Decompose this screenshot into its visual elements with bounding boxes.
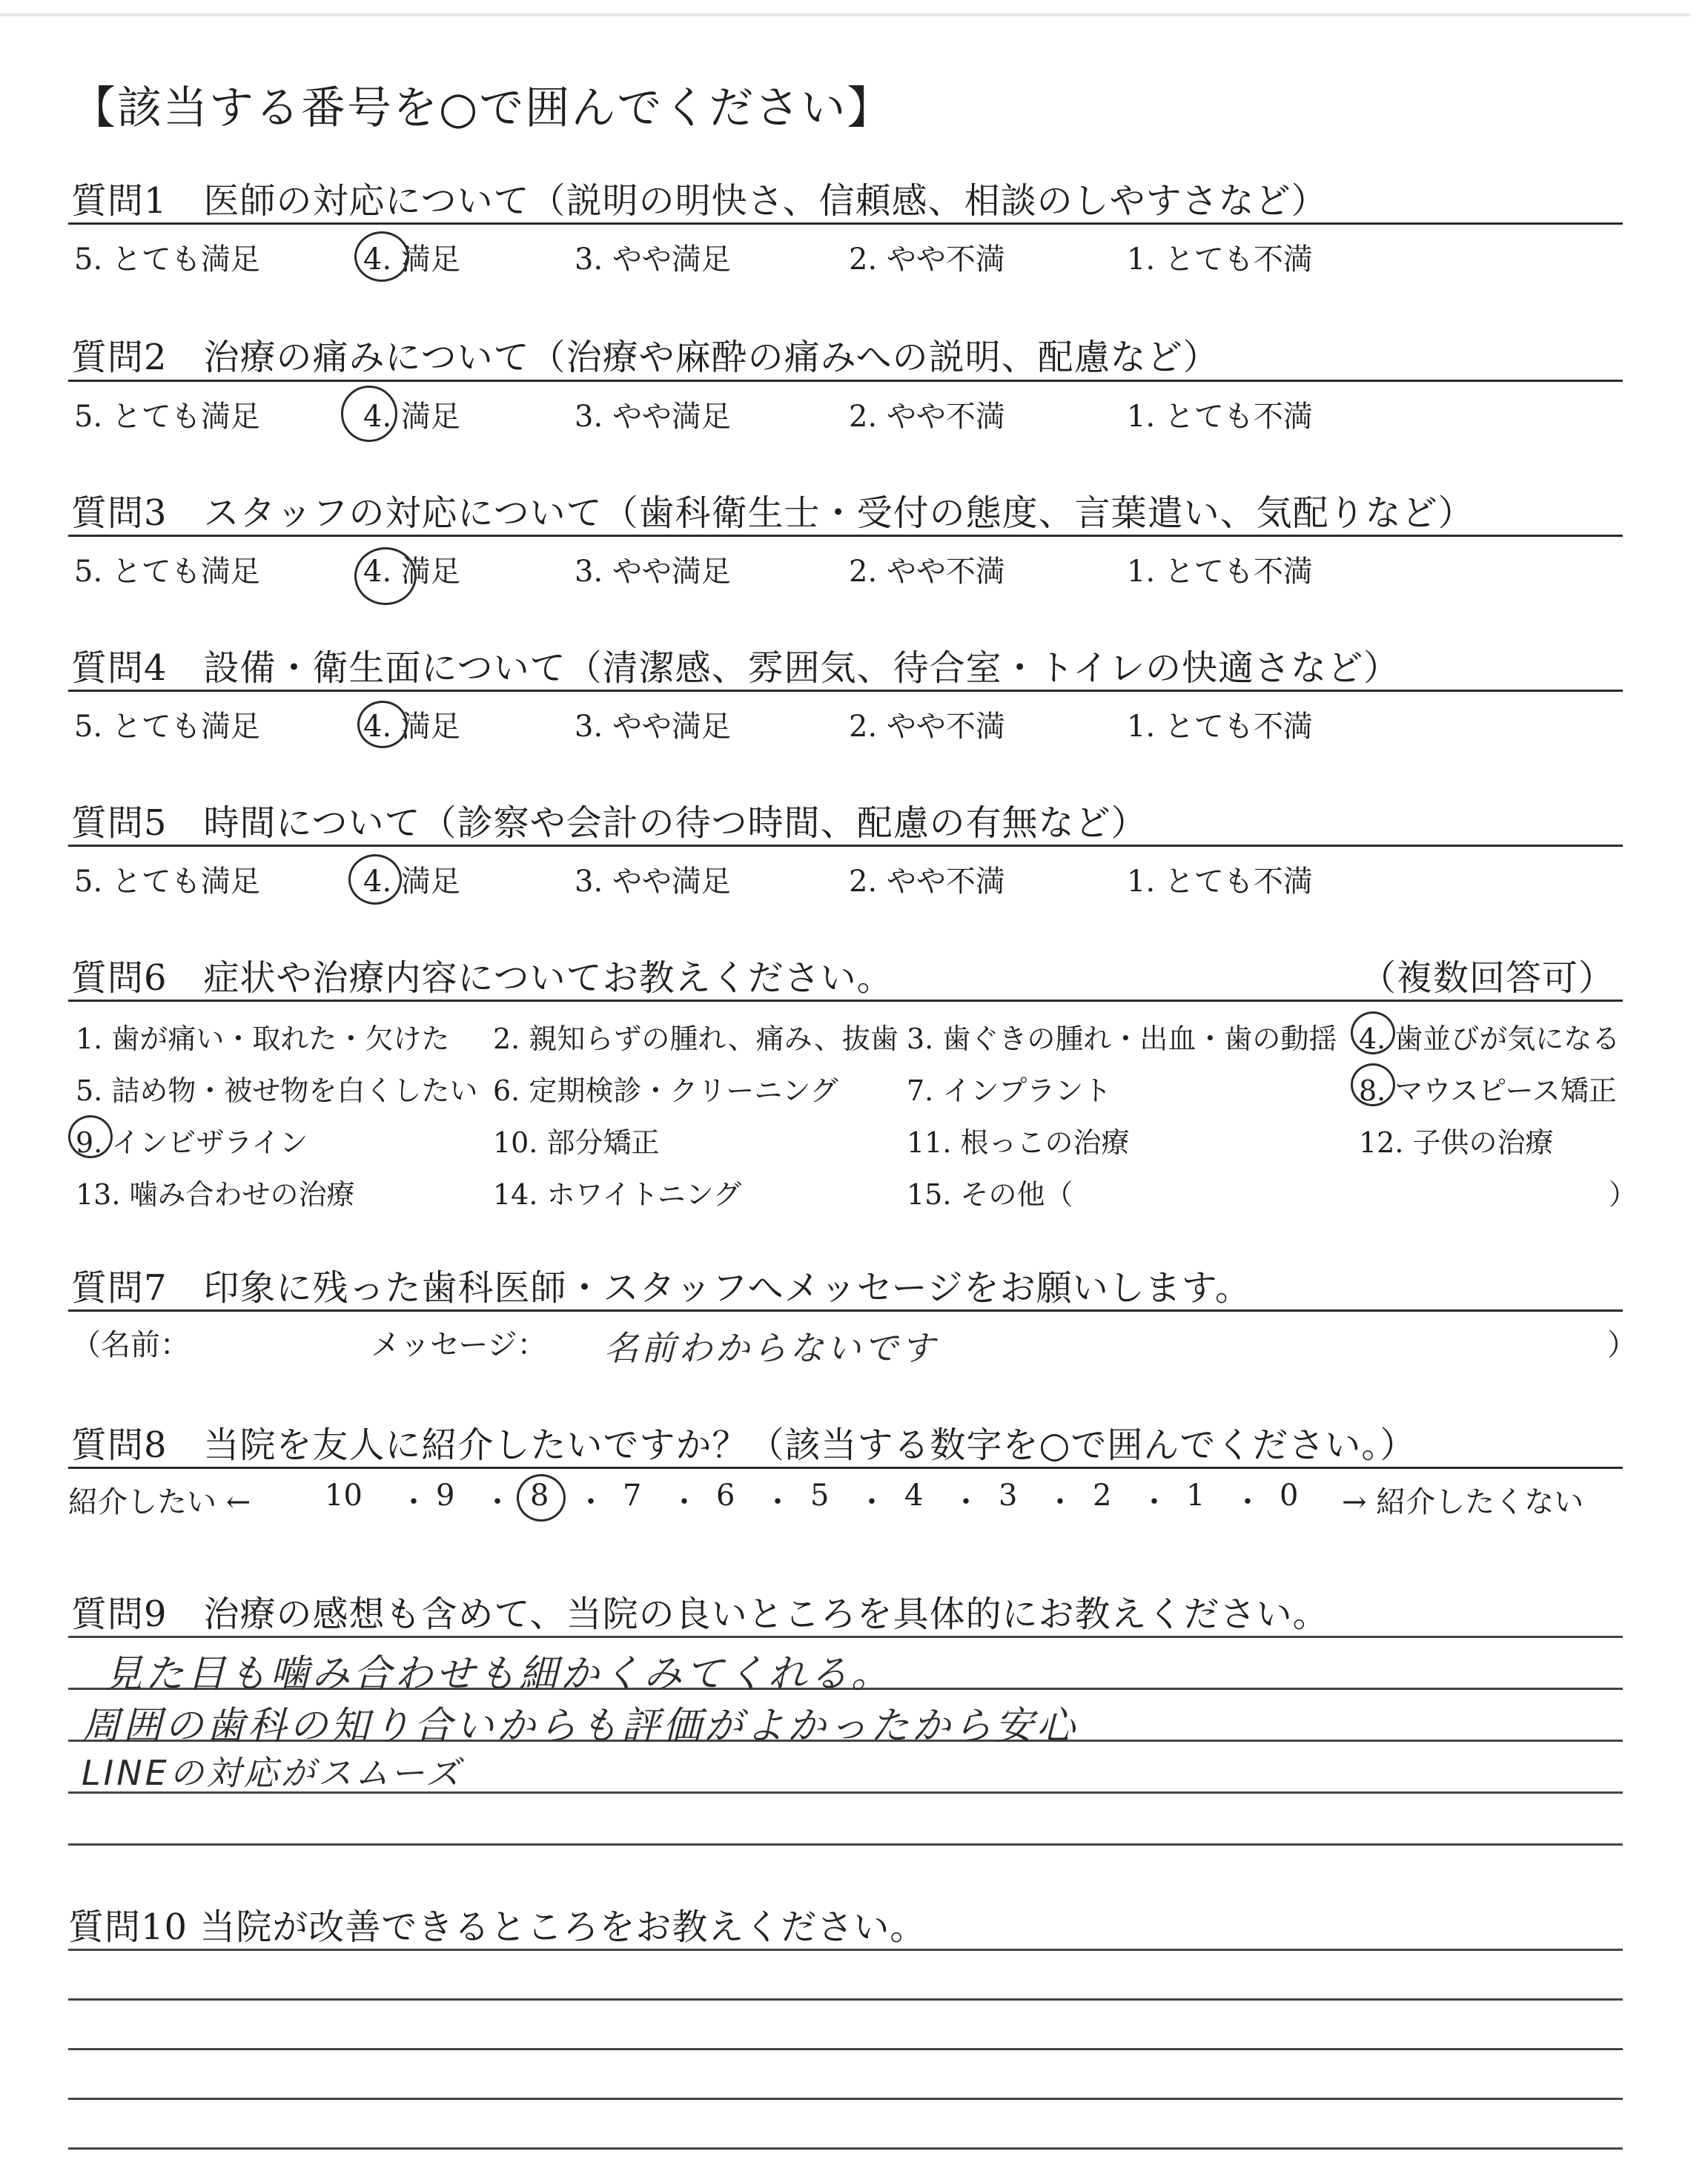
q6-option-6[interactable]: 6. 定期検診・クリーニング xyxy=(493,1074,838,1107)
q4-option-4[interactable]: 4. 満足 xyxy=(363,710,460,744)
q8-dot: ・ xyxy=(1139,1485,1169,1519)
q1-option-1[interactable]: 1. とても不満 xyxy=(1127,242,1313,277)
q10-line-2 xyxy=(68,1998,1623,2001)
question-6-rule xyxy=(68,1000,1623,1002)
q4-option-5[interactable]: 5. とても満足 xyxy=(74,710,260,744)
q8-left-label: 紹介したい ← xyxy=(68,1485,251,1519)
q6-option-7[interactable]: 7. インプラント xyxy=(907,1074,1112,1107)
q8-dot: ・ xyxy=(1045,1485,1075,1519)
q2-option-4[interactable]: 4. 満足 xyxy=(363,400,460,434)
q2-option-5[interactable]: 5. とても満足 xyxy=(74,400,260,434)
question-10-title: 質問10 当院が改善できるところをお教えください。 xyxy=(68,1906,927,1948)
q2-option-2[interactable]: 2. やや不満 xyxy=(849,400,1005,434)
q3-option-5[interactable]: 5. とても満足 xyxy=(74,555,260,589)
q5-option-2[interactable]: 2. やや不満 xyxy=(849,865,1005,899)
q8-dot: ・ xyxy=(951,1485,981,1519)
q1-option-5[interactable]: 5. とても満足 xyxy=(74,242,260,277)
q8-dot: ・ xyxy=(857,1485,887,1519)
question-6-note: （複数回答可） xyxy=(1360,957,1615,999)
q7-message-label: メッセージ： xyxy=(371,1328,547,1362)
q8-number-6[interactable]: 6 xyxy=(716,1479,735,1513)
question-3-title: 質問3 スタッフの対応について（歯科衛生士・受付の態度、言葉遣い、気配りなど） xyxy=(71,492,1474,534)
q2-option-1[interactable]: 1. とても不満 xyxy=(1127,400,1313,434)
q6-option-15-close: ） xyxy=(1609,1178,1638,1211)
question-6-title: 質問6 症状や治療内容についてお教えください。 xyxy=(71,957,893,999)
q6-option-2[interactable]: 2. 親知らずの腫れ、痛み、抜歯 xyxy=(493,1023,898,1055)
question-3-rule xyxy=(68,535,1623,537)
question-4-title: 質問4 設備・衛生面について（清潔感、雰囲気、待合室・トイレの快適さなど） xyxy=(71,647,1400,689)
question-8-rule xyxy=(68,1467,1623,1469)
q6-option-8[interactable]: 8. マウスピース矯正 xyxy=(1359,1074,1617,1107)
q9-line-5 xyxy=(68,1843,1623,1846)
q5-option-4[interactable]: 4. 満足 xyxy=(363,865,460,899)
q5-option-1[interactable]: 1. とても不満 xyxy=(1127,865,1313,899)
q8-number-8[interactable]: 8 xyxy=(530,1479,549,1513)
q8-dot: ・ xyxy=(1233,1485,1262,1519)
q6-selected-circle-9 xyxy=(68,1115,113,1158)
q6-option-5[interactable]: 5. 詰め物・被せ物を白くしたい xyxy=(76,1074,478,1107)
q6-option-4[interactable]: 4. 歯並びが気になる xyxy=(1359,1023,1621,1055)
q3-selected-circle xyxy=(354,547,417,605)
q6-option-14[interactable]: 14. ホワイトニング xyxy=(493,1178,742,1211)
q8-number-7[interactable]: 7 xyxy=(623,1479,642,1513)
q10-line-5 xyxy=(68,2147,1623,2150)
q6-option-13[interactable]: 13. 噛み合わせの治療 xyxy=(76,1178,355,1211)
q6-option-11[interactable]: 11. 根っこの治療 xyxy=(907,1126,1130,1159)
question-2-rule xyxy=(68,380,1623,382)
q6-option-1[interactable]: 1. 歯が痛い・取れた・欠けた xyxy=(76,1023,450,1055)
question-2-title: 質問2 治療の痛みについて（治療や麻酔の痛みへの説明、配慮など） xyxy=(71,337,1219,378)
q6-option-12[interactable]: 12. 子供の治療 xyxy=(1359,1126,1554,1159)
q3-option-4[interactable]: 4. 満足 xyxy=(363,555,460,589)
q1-option-4[interactable]: 4. 満足 xyxy=(363,242,460,277)
q3-option-1[interactable]: 1. とても不満 xyxy=(1127,555,1313,589)
q1-selected-circle xyxy=(354,231,409,282)
q4-option-1[interactable]: 1. とても不満 xyxy=(1127,710,1313,744)
q8-number-5[interactable]: 5 xyxy=(810,1479,830,1513)
q6-option-15[interactable]: 15. その他（ xyxy=(907,1178,1073,1211)
q9-answer-line-3: LINEの対応がスムーズ xyxy=(82,1753,463,1793)
q8-dot: ・ xyxy=(483,1485,512,1519)
q3-option-2[interactable]: 2. やや不満 xyxy=(849,555,1005,589)
q8-number-4[interactable]: 4 xyxy=(904,1479,924,1513)
q6-option-3[interactable]: 3. 歯ぐきの腫れ・出血・歯の動揺 xyxy=(907,1023,1337,1055)
q8-number-2[interactable]: 2 xyxy=(1093,1479,1112,1513)
q9-answer-line-2: 周囲の歯科の知り合いからも評価がよかったから安心 xyxy=(82,1704,1079,1748)
q6-selected-circle-4 xyxy=(1351,1011,1395,1054)
q7-message-handwritten: 名前わからないです xyxy=(604,1328,938,1368)
q8-number-3[interactable]: 3 xyxy=(999,1479,1018,1513)
question-4-rule xyxy=(68,690,1623,692)
q1-option-3[interactable]: 3. やや満足 xyxy=(575,242,731,277)
q4-option-2[interactable]: 2. やや不満 xyxy=(849,710,1005,744)
q8-selected-circle xyxy=(517,1474,566,1522)
q8-dot: ・ xyxy=(576,1485,606,1519)
q7-close-paren: ） xyxy=(1607,1328,1637,1362)
q8-number-9[interactable]: 9 xyxy=(436,1479,455,1513)
question-7-rule xyxy=(68,1309,1623,1312)
q5-option-5[interactable]: 5. とても満足 xyxy=(74,865,260,899)
question-5-title: 質問5 時間について（診察や会計の待つ時間、配慮の有無など） xyxy=(71,802,1148,844)
q10-line-3 xyxy=(68,2048,1623,2050)
q4-option-3[interactable]: 3. やや満足 xyxy=(575,710,731,744)
q8-dot: ・ xyxy=(669,1485,699,1519)
q7-name-label: （名前： xyxy=(71,1328,190,1362)
q8-dot: ・ xyxy=(763,1485,792,1519)
q8-number-10[interactable]: 10 xyxy=(325,1479,363,1513)
q8-dot: ・ xyxy=(399,1485,428,1519)
q8-number-1[interactable]: 1 xyxy=(1186,1479,1205,1513)
question-1-rule xyxy=(68,222,1623,225)
q1-option-2[interactable]: 2. やや不満 xyxy=(849,242,1005,277)
question-9-title: 質問9 治療の感想も含めて、当院の良いところを具体的にお教えください。 xyxy=(71,1593,1329,1635)
q6-selected-circle-8 xyxy=(1351,1063,1395,1106)
q2-option-3[interactable]: 3. やや満足 xyxy=(575,400,731,434)
q4-selected-circle xyxy=(357,701,408,748)
q5-option-3[interactable]: 3. やや満足 xyxy=(575,865,731,899)
q9-answer-line-1: 見た目も噛み合わせも細かくみてくれる。 xyxy=(104,1652,893,1697)
question-5-rule xyxy=(68,845,1623,847)
question-1-title: 質問1 医師の対応について（説明の明快さ、信頼感、相談のしやすさなど） xyxy=(71,180,1328,222)
question-7-title: 質問7 印象に残った歯科医師・スタッフへメッセージをお願いします。 xyxy=(71,1267,1251,1309)
q8-right-label: → 紹介したくない xyxy=(1342,1485,1584,1519)
q2-selected-circle xyxy=(341,386,397,442)
q8-number-0[interactable]: 0 xyxy=(1280,1479,1299,1513)
q6-option-10[interactable]: 10. 部分矯正 xyxy=(493,1126,660,1159)
scan-edge xyxy=(0,13,1690,16)
instruction-header: 【該当する番号を○で囲んでください】 xyxy=(71,82,893,134)
q3-option-3[interactable]: 3. やや満足 xyxy=(575,555,731,589)
question-8-title: 質問8 当院を友人に紹介したいですか？（該当する数字を○で囲んでください。） xyxy=(71,1424,1417,1466)
q10-line-4 xyxy=(68,2098,1623,2100)
q6-option-9[interactable]: 9. インビザライン xyxy=(76,1126,308,1159)
q9-line-1 xyxy=(68,1636,1623,1638)
q5-selected-circle xyxy=(348,854,402,905)
q10-line-1 xyxy=(68,1949,1623,1951)
